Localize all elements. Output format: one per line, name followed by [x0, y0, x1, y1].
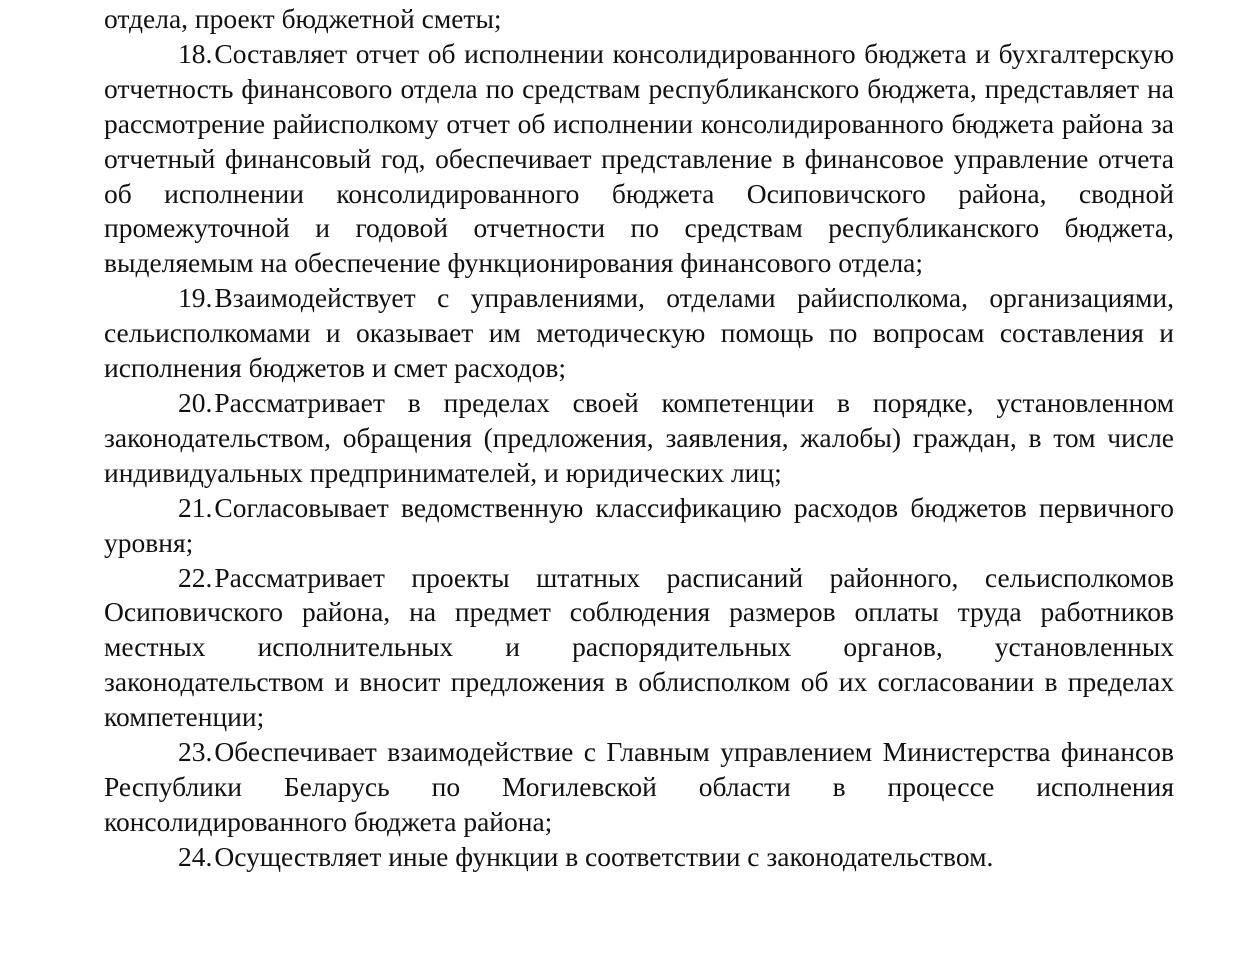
list-item-23 — [104, 735, 1174, 840]
list-item-19 — [104, 281, 1174, 386]
continuation-paragraph: отдела, проект бюджетной сметы; — [104, 3, 502, 34]
list-item-20 — [104, 386, 1174, 491]
document-body — [104, 2, 1174, 875]
list-item-21 — [104, 491, 1174, 561]
item-text: Осуществляет иные функции в соответствии с законодательством. — [214, 840, 994, 872]
item-text: Рассматривает в пределах своей компетенции в порядке, установленном законодательством, обращения (предложения, заявления, жалобы) граждан, в том числе индивидуальных предпринимателей, и юридических лиц; — [104, 386, 1174, 488]
item-text: Рассматривает проекты штатных расписаний районного, сельисполкомов Осиповичского района, на предмет соблюдения размеров оплаты труда работников местных исполнительных и распорядительных органов, установленных законодательством и вносит предложения в облисполком об их согласовании в пределах компетенции; — [104, 561, 1174, 733]
item-text: Взаимодействует с управлениями, отделами райисполкома, организациями, сельисполкомами и оказывает им методическую помощь по вопросам составления и исполнения бюджетов и смет расходов; — [104, 282, 1174, 384]
item-number: 24. — [178, 840, 213, 872]
item-number: 18. — [178, 37, 213, 69]
item-text: Согласовывает ведомственную классификацию расходов бюджетов первичного уровня; — [104, 491, 1174, 558]
item-number: 20. — [178, 386, 213, 418]
list-item-24 — [104, 840, 1174, 875]
item-text: Составляет отчет об исполнении консолидированного бюджета и бухгалтерскую отчетность финансового отдела по средствам республиканского бюджета, представляет на рассмотрение райисполкому отчет об исполнении консолидированного бюджета района за отчетный финансовый год, обеспечивает представление в финансовое управление отчета об исполнении консолидированного бюджета Осиповичского района, сводной промежуточной и годовой отчетности по средствам республиканского бюджета, выделяемым на обеспечение функционирования финансового отдела; — [104, 37, 1174, 279]
item-number: 22. — [178, 561, 213, 593]
item-number: 21. — [178, 491, 213, 523]
item-number: 23. — [178, 736, 213, 768]
item-number: 19. — [178, 282, 213, 314]
list-item-18 — [104, 37, 1174, 281]
item-text: Обеспечивает взаимодействие с Главным управлением Министерства финансов Республики Беларусь по Могилевской области в процессе исполнения консолидированного бюджета района; — [104, 736, 1174, 837]
list-item-22 — [104, 561, 1174, 736]
